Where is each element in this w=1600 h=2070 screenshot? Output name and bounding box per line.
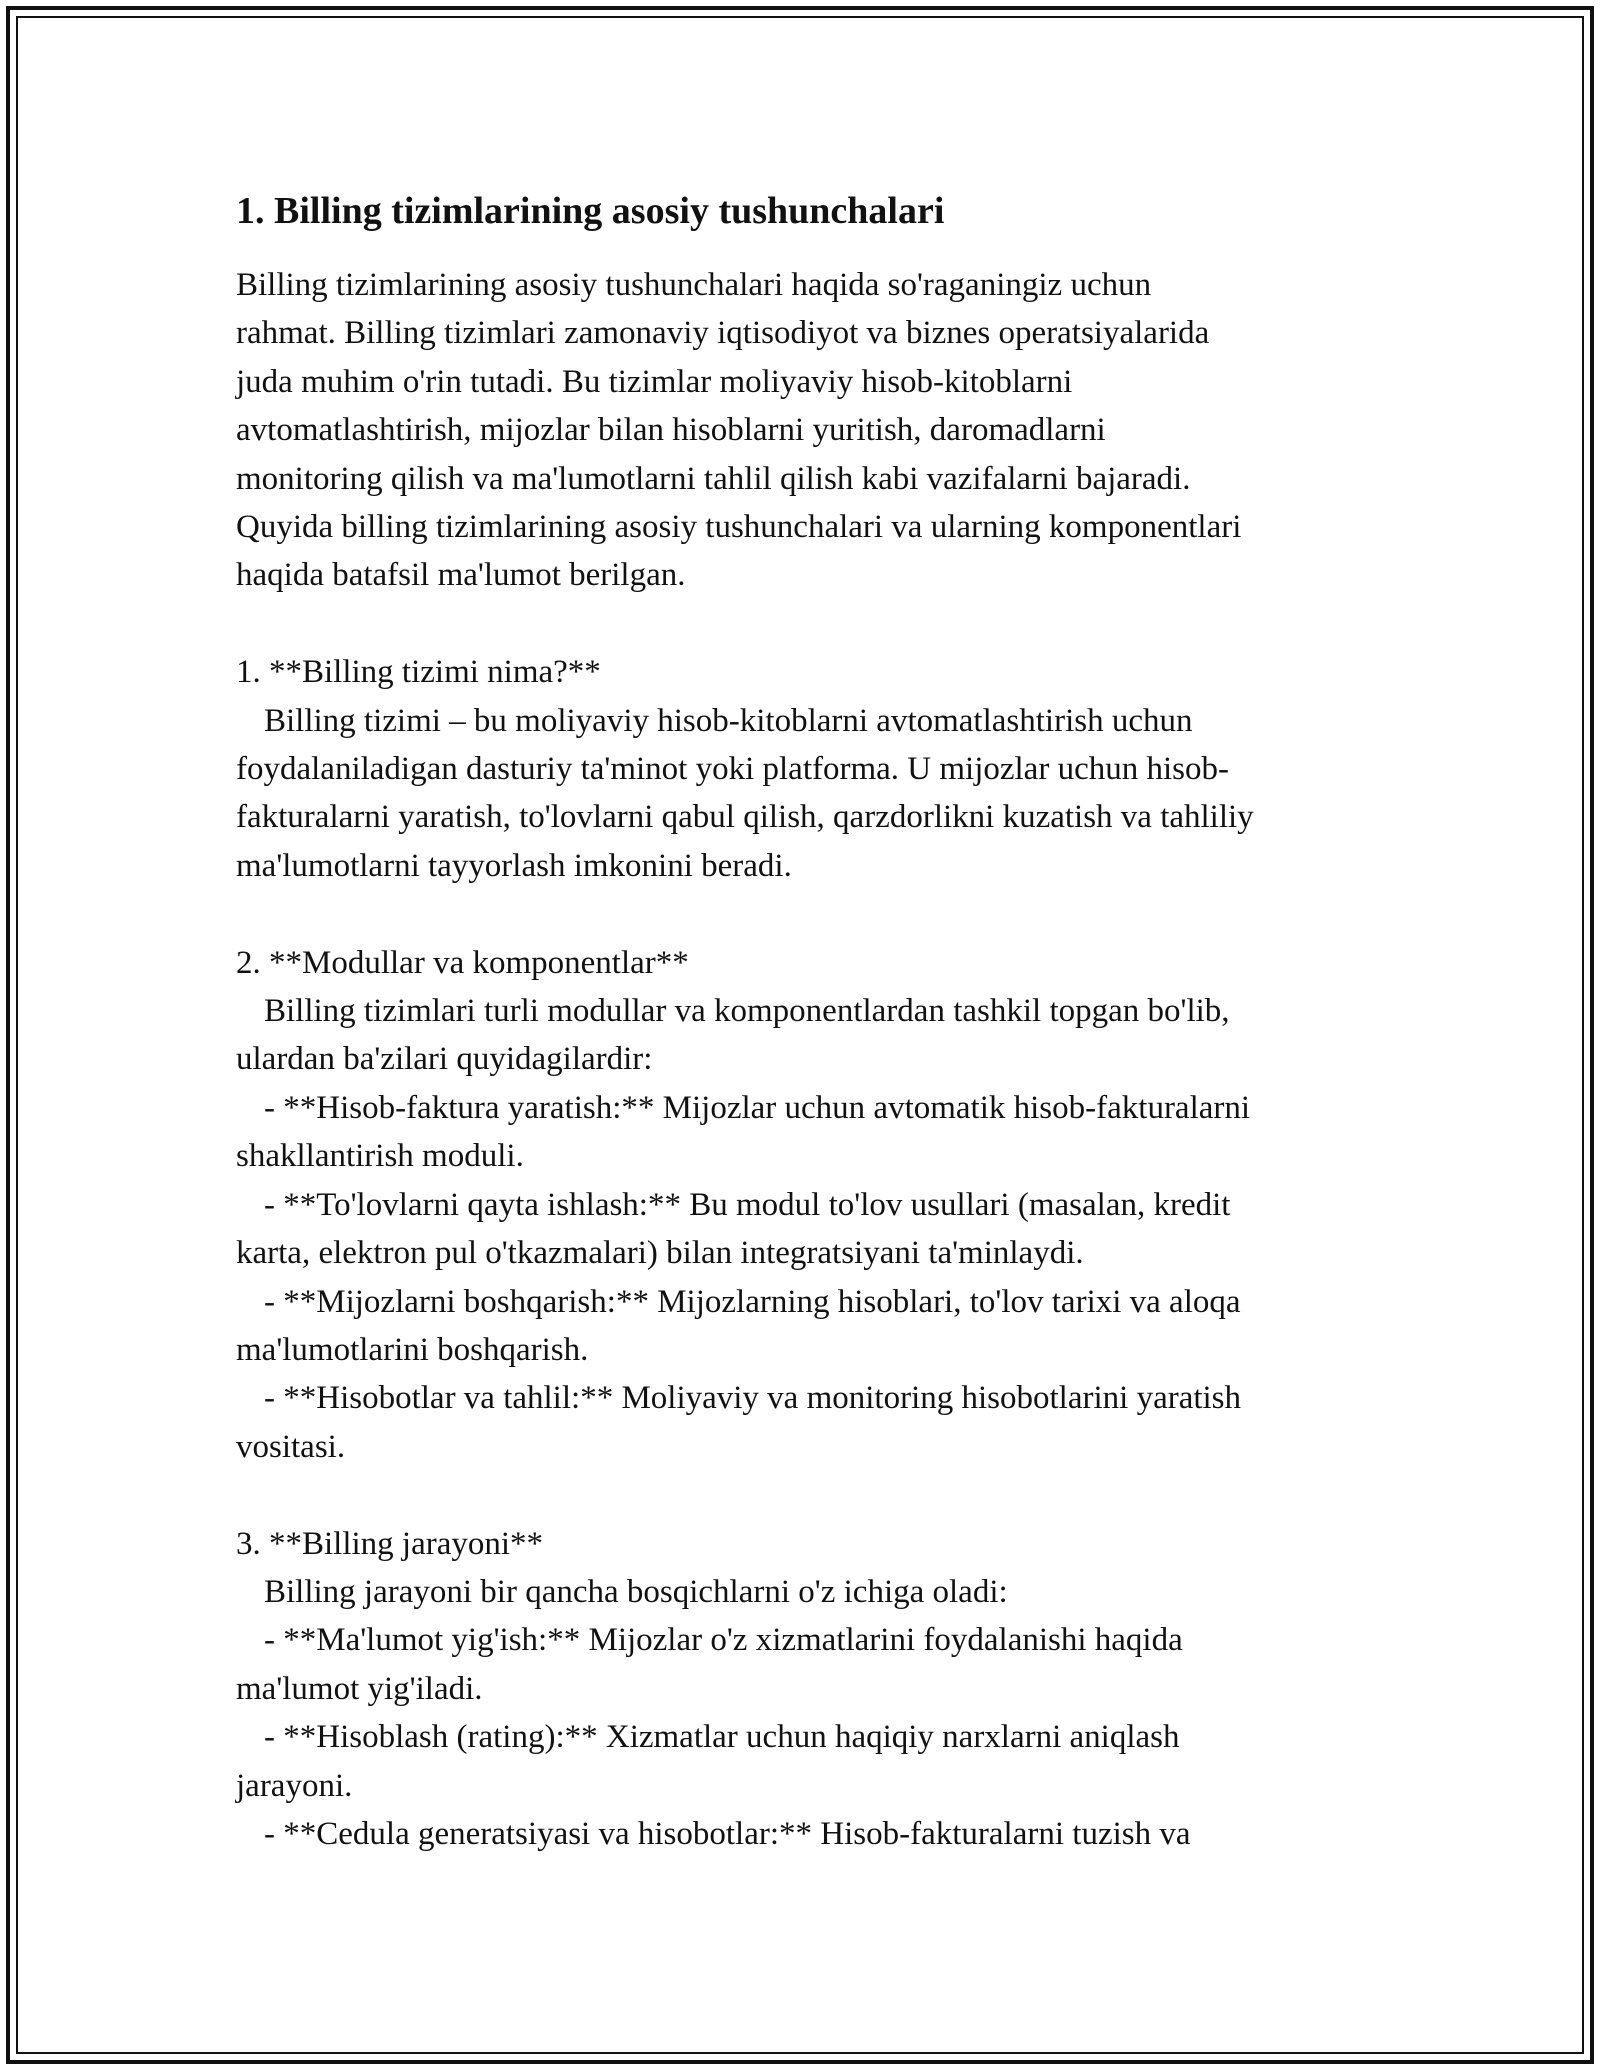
section-3 — [236, 1520, 1386, 1859]
section-2-line: ma'lumotlarini boshqarish. — [236, 1331, 589, 1368]
section-3-line: ma'lumot yig'iladi. — [236, 1670, 483, 1707]
blank-line — [236, 600, 1386, 648]
section-1-line: Billing tizimi – bu moliyaviy hisob-kitoblarni avtomatlashtirish uchun — [264, 702, 1193, 739]
section-3-bullet: - **Cedula generatsiyasi va hisobotlar:** Hisob-fakturalarni tuzish va — [264, 1815, 1191, 1852]
intro-paragraph — [236, 261, 1386, 648]
section-3-line: Billing jarayoni bir qancha bosqichlarni o'z ichiga oladi: — [264, 1573, 1008, 1610]
blank-line — [236, 890, 1386, 938]
section-2-bullet: - **Mijozlarni boshqarish:** Mijozlarning hisoblari, to'lov tarixi va aloqa — [264, 1283, 1241, 1320]
section-2-bullet: - **To'lovlarni qayta ishlash:** Bu modul to'lov usullari (masalan, kredit — [264, 1186, 1231, 1223]
section-3-heading: 3. **Billing jarayoni** — [236, 1525, 544, 1562]
intro-line: monitoring qilish va ma'lumotlarni tahlil qilish kabi vazifalarni bajaradi. — [236, 460, 1191, 497]
blank-line — [236, 1471, 1386, 1519]
intro-line: avtomatlashtirish, mijozlar bilan hisoblarni yuritish, daromadlarni — [236, 412, 1106, 449]
section-1-line: fakturalarni yaratish, to'lovlarni qabul qilish, qarzdorlikni kuzatish va tahliliy — [236, 799, 1254, 836]
section-1-heading: 1. **Billing tizimi nima?** — [236, 654, 601, 691]
intro-line: juda muhim o'rin tutadi. Bu tizimlar moliyaviy hisob-kitoblarni — [236, 363, 1073, 400]
section-3-bullet: - **Ma'lumot yig'ish:** Mijozlar o'z xizmatlarini foydalanishi haqida — [264, 1622, 1183, 1659]
section-3-line: jarayoni. — [236, 1767, 353, 1804]
intro-line: Billing tizimlarining asosiy tushunchalari haqida so'raganingiz uchun — [236, 267, 1152, 303]
section-2-bullet: - **Hisobotlar va tahlil:** Moliyaviy va monitoring hisobotlarini yaratish — [264, 1380, 1242, 1417]
section-3-bullet: - **Hisoblash (rating):** Xizmatlar uchun haqiqiy narxlarni aniqlash — [264, 1719, 1180, 1756]
section-2-line: karta, elektron pul o'tkazmalari) bilan integratsiyani ta'minlaydi. — [236, 1235, 1084, 1272]
document-title: 1. Billing tizimlarining asosiy tushunchalari — [236, 190, 945, 232]
intro-line: rahmat. Billing tizimlari zamonaviy iqtisodiyot va biznes operatsiyalarida — [236, 315, 1210, 352]
section-2-line: ulardan ba'zilari quyidagilardir: — [236, 1041, 653, 1078]
section-2-bullet: - **Hisob-faktura yaratish:** Mijozlar uchun avtomatik hisob-fakturalarni — [264, 1089, 1251, 1126]
section-2-line: Billing tizimlari turli modullar va komponentlardan tashkil topgan bo'lib, — [264, 993, 1230, 1030]
section-2-heading: 2. **Modullar va komponentlar** — [236, 944, 689, 981]
section-2 — [236, 939, 1386, 1520]
section-1 — [236, 648, 1386, 938]
intro-line: haqida batafsil ma'lumot berilgan. — [236, 557, 686, 594]
section-2-line: shakllantirish moduli. — [236, 1138, 524, 1175]
document-body — [236, 186, 1386, 1858]
section-2-line: vositasi. — [236, 1428, 346, 1465]
section-1-line: foydalaniladigan dasturiy ta'minot yoki platforma. U mijozlar uchun hisob- — [236, 751, 1229, 788]
intro-line: Quyida billing tizimlarining asosiy tushunchalari va ularning komponentlari — [236, 509, 1242, 546]
section-1-line: ma'lumotlarni tayyorlash imkonini beradi. — [236, 847, 792, 884]
